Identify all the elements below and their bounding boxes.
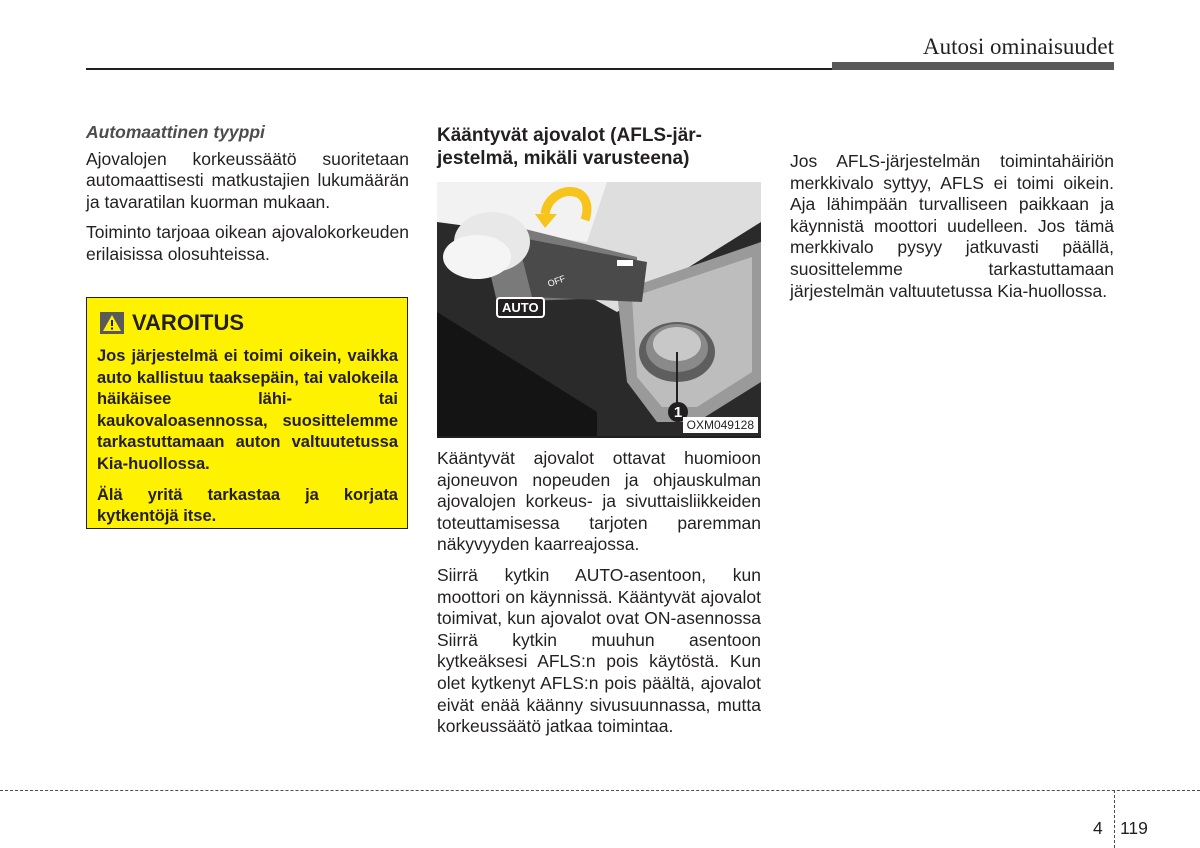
column-1 xyxy=(86,122,409,275)
callout-number: 1 xyxy=(668,402,688,422)
switch-off-label: OFF xyxy=(546,273,567,289)
footer-dashed-rule xyxy=(0,790,1200,791)
subheading-automatic-type: Automaattinen tyyppi xyxy=(86,122,265,142)
page-header-title: Autosi ominaisuudet xyxy=(922,34,1114,59)
paragraph: Kääntyvät ajovalot ottavat huomioon ajoneuvon nopeuden ja ohjauskulman ajovalojen korkeus- ja sivuttaisliikkeiden toteuttamisessa tarjoten paremman näkyvyyden kaarreajossa. xyxy=(437,448,761,555)
warning-paragraph: Jos järjestelmä ei toimi oikein, vaikka auto kallistuu taaksepäin, tai valokeila häikäisee lähi- tai kaukovaloasennossa, suosittelemme tarkastuttamaan auton valtuutetussa Kia-huollossa. xyxy=(97,347,398,473)
warning-title: VAROITUS xyxy=(132,310,245,335)
heading-line: jestelmä, mikäli varusteena) xyxy=(437,148,690,169)
paragraph: Toiminto tarjoaa oikean ajovalokorkeuden erilaisissa olosuhteissa. xyxy=(86,222,409,264)
figure-code: OXM049128 xyxy=(683,417,758,433)
chapter-number: 4 xyxy=(1093,818,1103,838)
warning-paragraph: Älä yritä tarkastaa ja korjata kytkentöjä itse. xyxy=(97,485,398,526)
paragraph: Ajovalojen korkeussäätö suoritetaan automaattisesti matkustajien lukumäärän ja tavaratilan kuorman mukaan. xyxy=(86,148,409,212)
column-2 xyxy=(437,448,761,747)
warning-header xyxy=(100,310,244,336)
warning-box xyxy=(86,297,408,529)
heading-line: Kääntyvät ajovalot (AFLS-jär- xyxy=(437,125,702,146)
paragraph: Jos AFLS-järjestelmän toimintahäiriön merkkivalo syttyy, AFLS ei toimi oikein. Aja lähimpään turvalliseen paikkaan ja käynnistä moottori uudelleen. Jos tämä merkkivalo pysyy jatkuvasti päällä, suosittelemme tarkastuttamaan järjestelmän valtuutetussa Kia-huollossa. xyxy=(790,151,1114,301)
paragraph: Siirrä kytkin AUTO-asentoon, kun moottori on käynnissä. Kääntyvät ajovalot toimivat, kun ajovalot ovat ON-asennossa Siirrä kytkin muuhun asentoon kytkeäksesi AFLS:n pois käytöstä. Kun olet kytkenyt AFLS:n pois päältä, ajovalot eivät enää käänny sivusuunnassa, mutta korkeussäätö jatkaa toimintaa. xyxy=(437,564,761,737)
warning-triangle-icon xyxy=(100,312,124,334)
header-rule xyxy=(86,68,832,70)
warning-body xyxy=(97,346,398,537)
header-bar xyxy=(832,62,1114,70)
figure-illustration xyxy=(437,182,761,436)
headlamp-switch-figure xyxy=(437,182,761,438)
footer-vertical-dash xyxy=(1114,790,1115,848)
section-heading-afls xyxy=(437,124,757,170)
page-number: 119 xyxy=(1120,818,1148,838)
column-3 xyxy=(790,151,1114,311)
auto-position-label: AUTO xyxy=(496,297,545,318)
